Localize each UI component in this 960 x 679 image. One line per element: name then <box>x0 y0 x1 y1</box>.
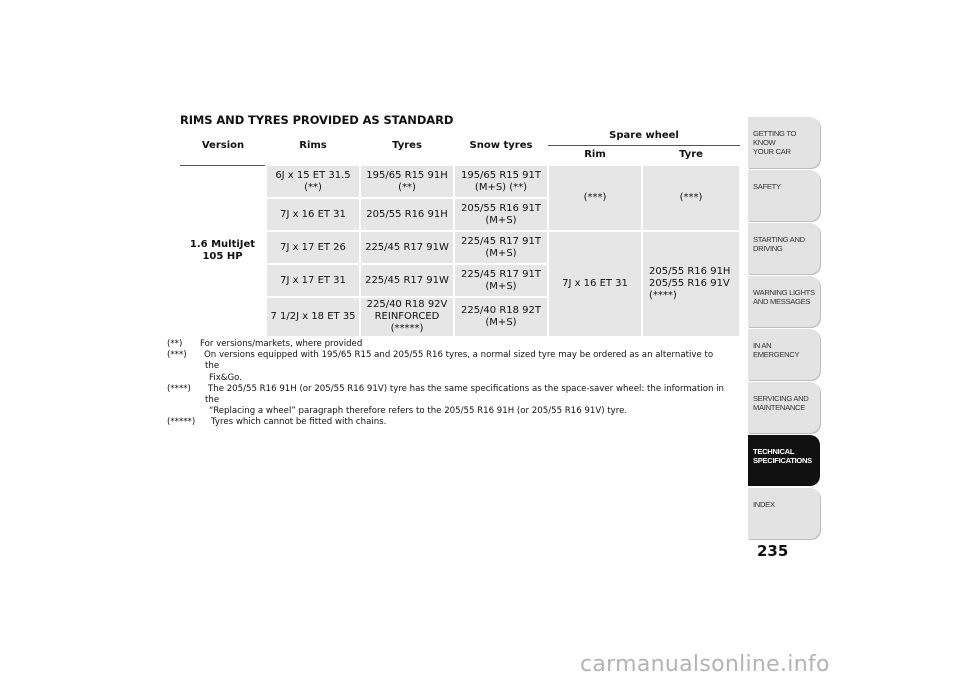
snow-tyre-cell: 205/55 R16 91T (M+S) <box>454 198 548 231</box>
watermark: carmanualsonline.info <box>580 652 830 677</box>
footnotes <box>167 339 727 429</box>
footnote: (*****) Tyres which cannot be fitted with chains. <box>167 417 387 428</box>
rim-cell: 7 1/2J x 18 ET 35 <box>266 297 360 337</box>
tyre-cell: 205/55 R16 91H <box>360 198 454 231</box>
spare-tyre-cell: (***) <box>642 165 740 231</box>
nav-tab-safety[interactable]: SAFETY <box>748 170 820 221</box>
snow-tyre-cell: 225/45 R17 91T (M+S) <box>454 264 548 297</box>
spare-rim-cell: 7J x 16 ET 31 <box>548 231 642 337</box>
footnote: (****) The 205/55 R16 91H (or 205/55 R16 91V) tyre has the same specifications as the space-saver wheel: the information in the “Replacing a wheel” paragraph therefore refers to the 205/55 R16 91H (or 205/55 R16 91V) tyre. <box>167 383 725 417</box>
nav-tab-starting-driving[interactable]: STARTING AND DRIVING <box>748 223 820 274</box>
table-row <box>180 165 740 198</box>
tyre-cell: 225/45 R17 91W <box>360 231 454 264</box>
nav-tab-emergency[interactable]: IN AN EMERGENCY <box>748 329 820 380</box>
spare-tyre-cell: 205/55 R16 91H 205/55 R16 91V (****) <box>642 231 740 337</box>
nav-tab-warning-lights[interactable]: WARNING LIGHTS AND MESSAGES <box>748 276 820 327</box>
snow-tyre-cell: 195/65 R15 91T (M+S) (**) <box>454 165 548 198</box>
header-spare-tyre: Tyre <box>642 146 740 166</box>
tyre-cell: 195/65 R15 91H (**) <box>360 165 454 198</box>
tyre-cell: 225/40 R18 92V REINFORCED (*****) <box>360 297 454 337</box>
section-title: RIMS AND TYRES PROVIDED AS STANDARD <box>180 113 454 127</box>
snow-tyre-cell: 225/45 R17 91T (M+S) <box>454 231 548 264</box>
rim-cell: 6J x 15 ET 31.5 (**) <box>266 165 360 198</box>
nav-tab-servicing[interactable]: SERVICING AND MAINTENANCE <box>748 382 820 433</box>
footnote: (**) For versions/markets, where provided <box>167 339 363 349</box>
header-tyres: Tyres <box>360 127 454 165</box>
tyre-cell: 225/45 R17 91W <box>360 264 454 297</box>
rim-cell: 7J x 16 ET 31 <box>266 198 360 231</box>
nav-tab-technical-specs[interactable]: TECHNICAL SPECIFICATIONS <box>748 435 820 486</box>
footnote: (***) On versions equipped with 195/65 R15 and 205/55 R16 tyres, a normal sized tyre may be ordered as an alternative to the Fix&Go. <box>167 350 714 383</box>
version-power: 105 HP <box>202 251 243 263</box>
version-cell <box>180 165 266 337</box>
nav-tab-getting-to-know[interactable]: GETTING TO KNOW YOUR CAR <box>748 117 820 168</box>
page-number: 235 <box>757 542 789 560</box>
header-snow-tyres: Snow tyres <box>454 127 548 165</box>
rim-cell: 7J x 17 ET 26 <box>266 231 360 264</box>
rim-cell: 7J x 17 ET 31 <box>266 264 360 297</box>
chapter-nav <box>748 117 820 541</box>
rims-tyres-table <box>180 127 741 338</box>
spare-rim-cell: (***) <box>548 165 642 231</box>
snow-tyre-cell: 225/40 R18 92T (M+S) <box>454 297 548 337</box>
header-spare-rim: Rim <box>548 146 642 166</box>
header-rims: Rims <box>266 127 360 165</box>
header-spare-wheel: Spare wheel <box>548 127 740 146</box>
version-name: 1.6 MultiJet <box>189 239 256 251</box>
nav-tab-index[interactable]: INDEX <box>748 488 820 539</box>
header-version: Version <box>180 127 266 165</box>
